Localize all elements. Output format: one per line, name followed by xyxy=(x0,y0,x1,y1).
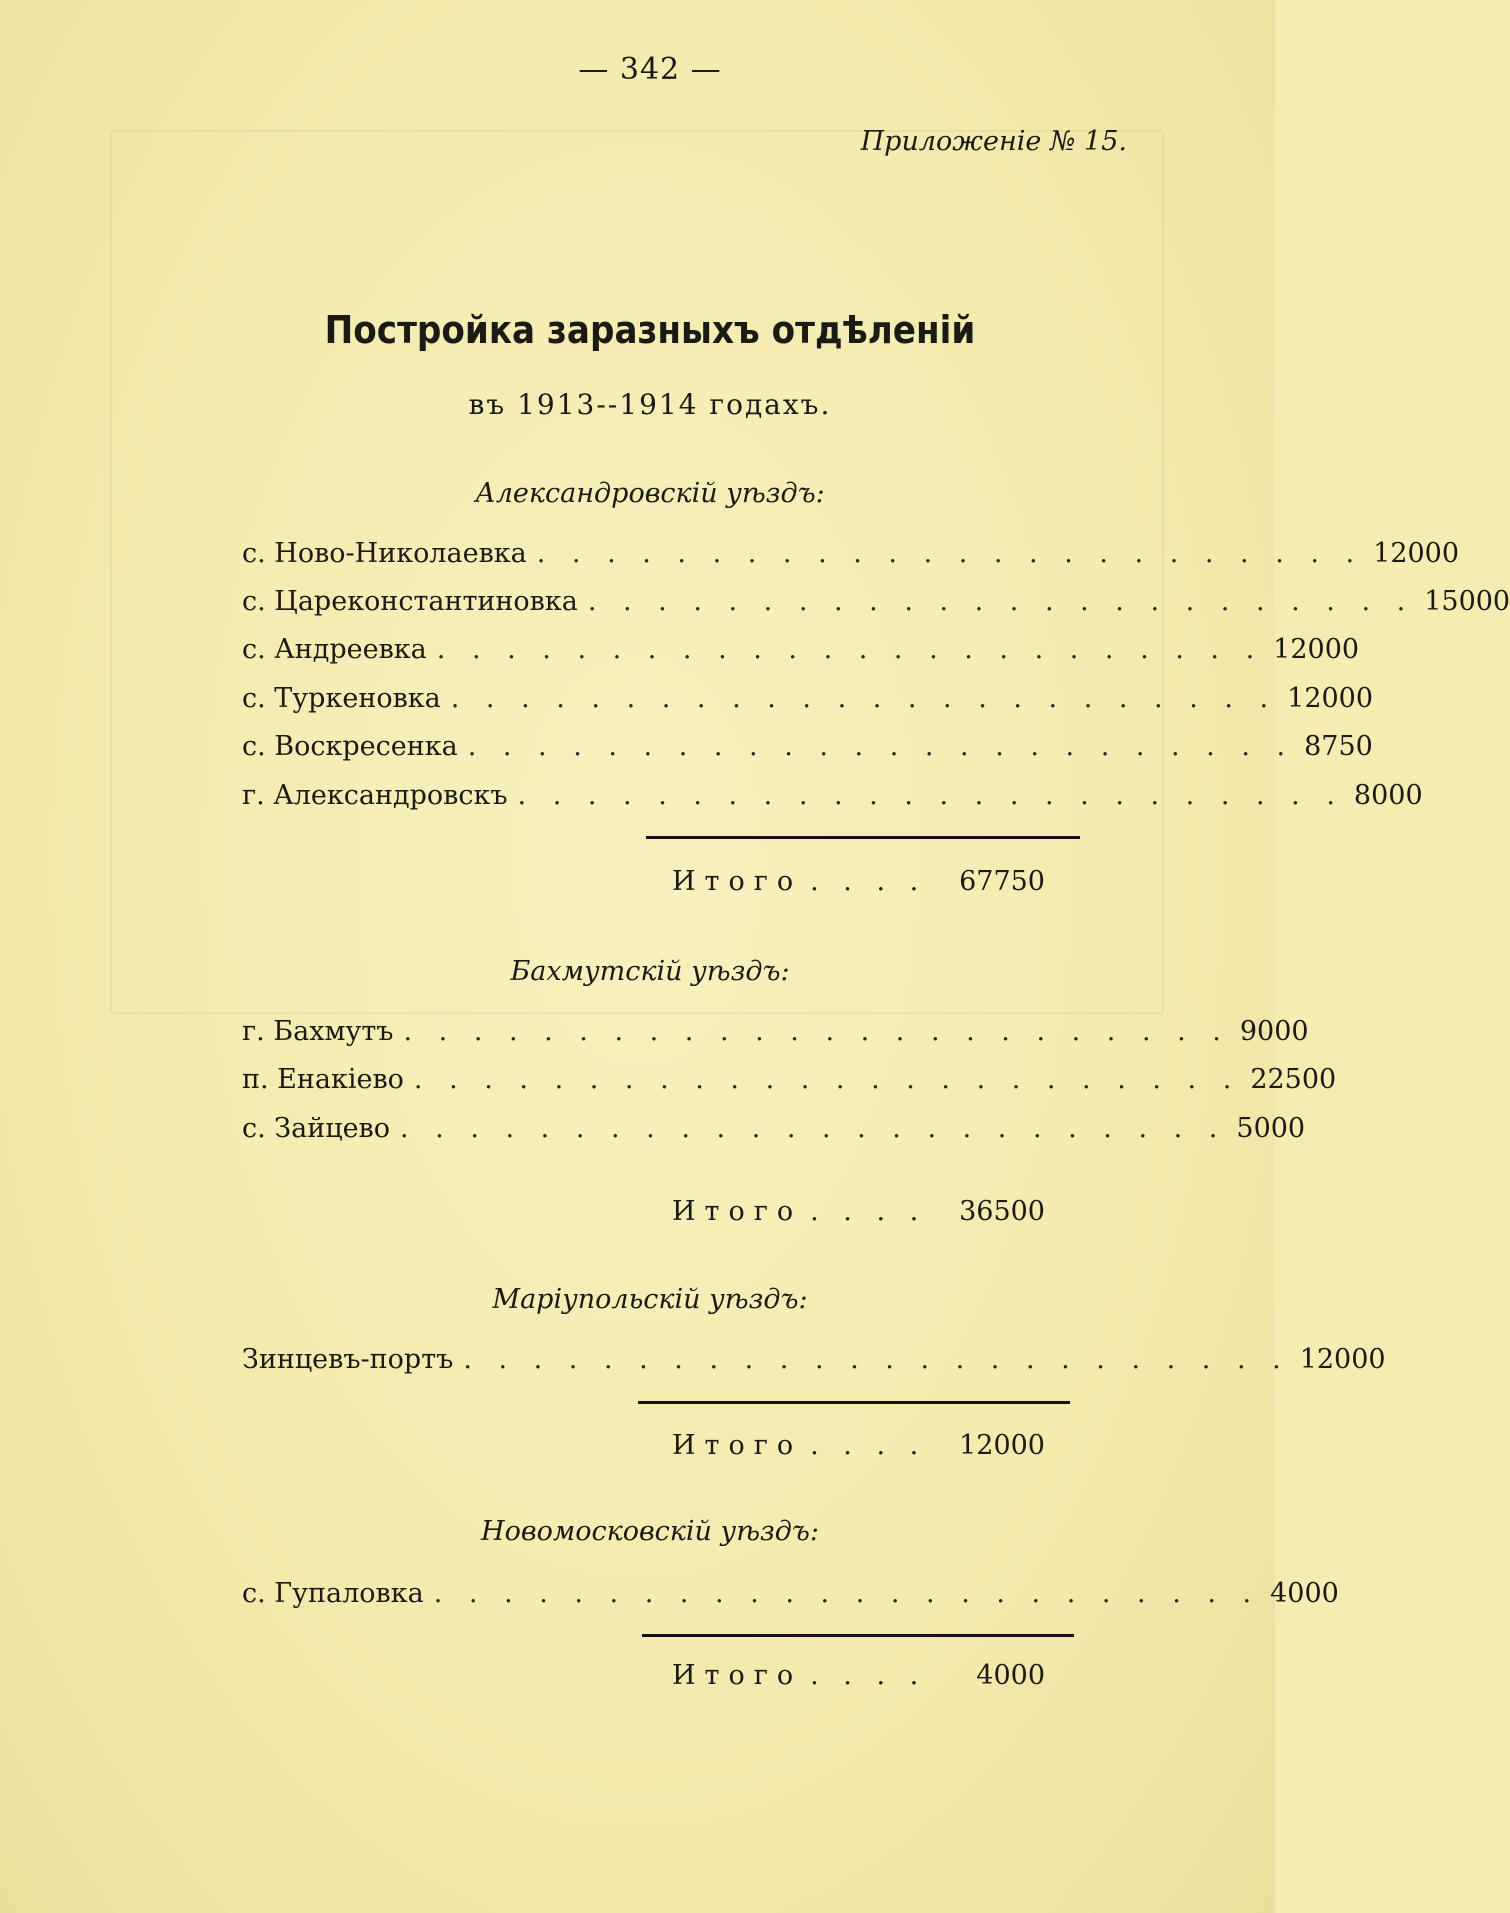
entry-name: с. Туркеновка xyxy=(242,683,441,714)
total-rule xyxy=(646,836,1080,839)
table-row xyxy=(242,731,1373,771)
table-row xyxy=(242,1113,1306,1153)
district-total xyxy=(672,1660,1045,1700)
total-label: Итого xyxy=(672,1660,803,1691)
table-row xyxy=(242,586,1510,626)
total-rule xyxy=(642,1634,1074,1637)
district-heading: Новомосковскiй уѣздъ: xyxy=(481,1516,819,1547)
district-total xyxy=(672,1196,1045,1236)
leader-dots: . . . . . . . . . . . . . . . . . . . . . . . . xyxy=(587,586,1415,617)
leader-dots: . . . . . . . . . . . . . . . . . . . . . . . . xyxy=(450,683,1278,714)
appendix-label: Приложенiе № 15. xyxy=(860,126,1127,157)
table-row xyxy=(242,780,1423,820)
table-row xyxy=(242,1578,1339,1618)
entry-name: с. Андреевка xyxy=(242,634,427,665)
district-heading: Александровскiй уѣздъ: xyxy=(475,478,825,509)
entry-amount: 9000 xyxy=(1239,1016,1309,1047)
leader-dots: . . . . . . . . . . . . . . . . . . . . . . . . xyxy=(517,780,1344,811)
leader-dots: . . . . xyxy=(810,1660,927,1691)
entry-amount: 4000 xyxy=(1270,1578,1339,1609)
page-subtitle: въ 1913--1914 годахъ. xyxy=(468,388,832,421)
leader-dots: . . . . . . . . . . . . . . . . . . . . . . . . xyxy=(413,1064,1241,1095)
leader-dots: . . . . . . . . . . . . . . . . . . . . . . . . xyxy=(536,538,1364,569)
table-row xyxy=(242,634,1360,674)
total-rule xyxy=(638,1401,1070,1404)
page-title: Постройка заразныхъ отдѣленiй xyxy=(324,308,976,352)
entry-amount: 8750 xyxy=(1304,731,1373,762)
leader-dots: . . . . xyxy=(810,866,927,897)
entry-name: с. Гупаловка xyxy=(242,1578,424,1609)
table-row xyxy=(242,1016,1309,1056)
district-heading: Бахмутскiй уѣздъ: xyxy=(510,956,790,987)
table-row xyxy=(242,1344,1386,1384)
leader-dots: . . . . . . . . . . . . . . . . . . . . . . . . xyxy=(433,1578,1261,1609)
leader-dots: . . . . . . . . . . . . . . . . . . . . . . . . xyxy=(403,1016,1230,1047)
leader-dots: . . . . . . . . . . . . . . . . . . . . . . . . xyxy=(436,634,1264,665)
total-amount: 36500 xyxy=(959,1196,1045,1227)
total-amount: 4000 xyxy=(976,1660,1045,1691)
total-label: Итого xyxy=(672,1196,803,1227)
entry-amount: 12000 xyxy=(1273,634,1360,665)
total-label: Итого xyxy=(672,1430,803,1461)
entry-amount: 8000 xyxy=(1353,780,1423,811)
entry-name: с. Зайцево xyxy=(242,1113,390,1144)
total-label: Итого xyxy=(672,866,803,897)
table-row xyxy=(242,683,1374,723)
entry-amount: 15000 xyxy=(1424,586,1510,617)
table-row xyxy=(242,1064,1337,1104)
total-amount: 12000 xyxy=(959,1430,1045,1461)
total-amount: 67750 xyxy=(959,866,1045,897)
entry-name: с. Ново-Николаевка xyxy=(242,538,527,569)
district-heading: Марiупольскiй уѣздъ: xyxy=(492,1284,808,1315)
leader-dots: . . . . . . . . . . . . . . . . . . . . . . . . xyxy=(400,1113,1227,1144)
leader-dots: . . . . . . . . . . . . . . . . . . . . . . . . xyxy=(463,1344,1290,1375)
entry-name: г. Александровскъ xyxy=(242,780,508,811)
leader-dots: . . . . . . . . . . . . . . . . . . . . . . . . xyxy=(467,731,1295,762)
entry-amount: 12000 xyxy=(1373,538,1460,569)
entry-name: г. Бахмутъ xyxy=(242,1016,394,1047)
entry-amount: 12000 xyxy=(1299,1344,1386,1375)
entry-name: п. Енакiево xyxy=(242,1064,404,1095)
entry-name: с. Воскресенка xyxy=(242,731,458,762)
entry-name: с. Цареконстантиновка xyxy=(242,586,578,617)
district-total xyxy=(672,1430,1045,1470)
table-row xyxy=(242,538,1460,578)
leader-dots: . . . . xyxy=(810,1430,927,1461)
entry-amount: 5000 xyxy=(1236,1113,1306,1144)
page-number: — 342 — xyxy=(578,52,722,87)
entry-amount: 12000 xyxy=(1287,683,1374,714)
entry-name: Зинцевъ-портъ xyxy=(242,1344,454,1375)
entry-amount: 22500 xyxy=(1250,1064,1337,1095)
leader-dots: . . . . xyxy=(810,1196,927,1227)
district-total xyxy=(672,866,1045,906)
